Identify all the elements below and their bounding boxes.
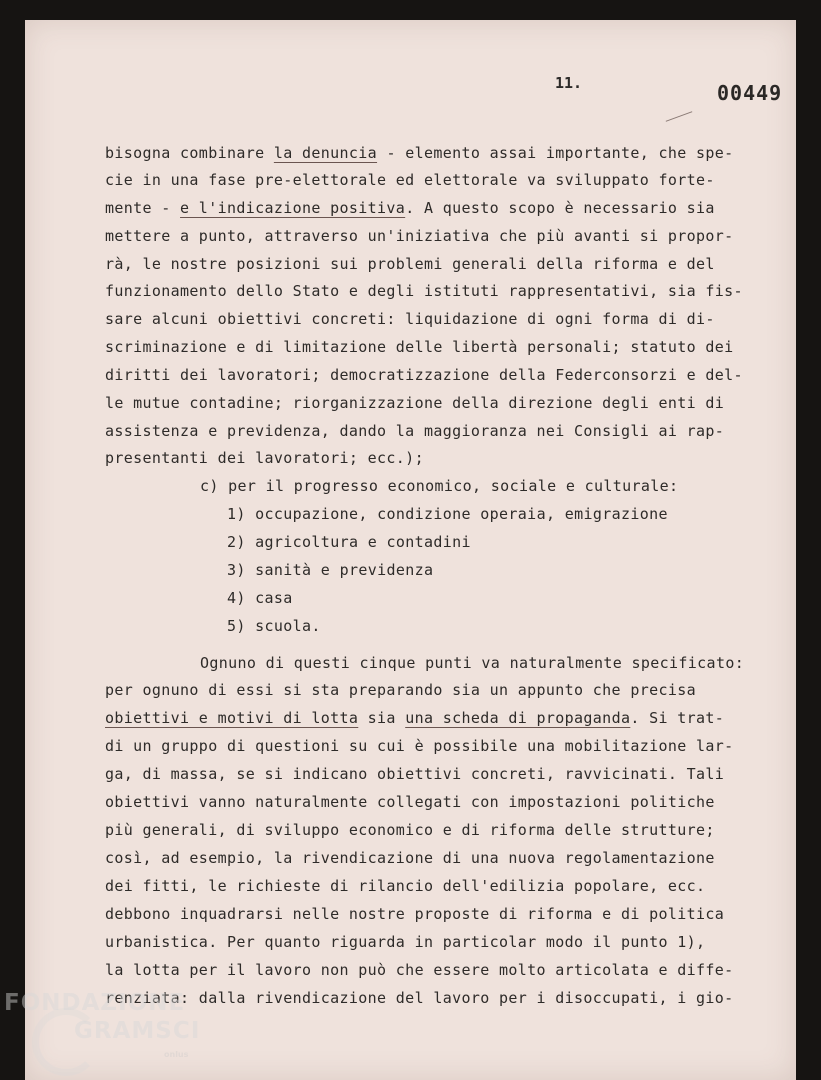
text-line: obiettivi vanno naturalmente collegati con impostazioni politiche [105, 793, 715, 811]
text-line: mettere a punto, attraverso un'iniziativa che più avanti si propor- [105, 227, 734, 245]
text-line: debbono inquadrarsi nelle nostre proposte di riforma e di politica [105, 905, 725, 923]
text-line: per ognuno di essi si sta preparando sia un appunto che precisa [105, 681, 696, 699]
list-item: 2) agricoltura e contadini [227, 533, 471, 551]
text-line: le mutue contadine; riorganizzazione della direzione degli enti di [105, 394, 725, 412]
text-line: scriminazione e di limitazione delle libertà personali; statuto dei [105, 338, 734, 356]
document-id-stamp: 00449 [717, 81, 783, 105]
text-line: sare alcuni obiettivi concreti: liquidazione di ogni forma di di- [105, 310, 715, 328]
text-line: cie in una fase pre-elettorale ed elettorale va sviluppato forte- [105, 171, 715, 189]
text-line: dei fitti, le richieste di rilancio dell'edilizia popolare, ecc. [105, 877, 706, 895]
list-heading: c) per il progresso economico, sociale e culturale: [200, 477, 679, 495]
text-line: mente - e l'indicazione positiva. A questo scopo è necessario sia [105, 199, 715, 217]
text-line: di un gruppo di questioni su cui è possibile una mobilitazione lar- [105, 737, 734, 755]
page-number: 11. [555, 74, 583, 92]
text-line: renziata: dalla rivendicazione del lavoro per i disoccupati, i gio- [105, 989, 734, 1007]
text-line: diritti dei lavoratori; democratizzazione della Federconsorzi e del- [105, 366, 743, 384]
list-item: 4) casa [227, 589, 293, 607]
text-line: più generali, di sviluppo economico e di riforma delle strutture; [105, 821, 715, 839]
text-line: funzionamento dello Stato e degli istituti rappresentativi, sia fis- [105, 282, 743, 300]
pen-mark [666, 111, 693, 122]
text-line: obiettivi e motivi di lotta sia una scheda di propaganda. Si trat- [105, 709, 725, 727]
text-line: rà, le nostre posizioni sui problemi generali della riforma e del [105, 255, 715, 273]
text-line: la lotta per il lavoro non può che essere molto articolata e diffe- [105, 961, 734, 979]
list-item: 1) occupazione, condizione operaia, emigrazione [227, 505, 668, 523]
text-line: urbanistica. Per quanto riguarda in particolar modo il punto 1), [105, 933, 706, 951]
text-line: così, ad esempio, la rivendicazione di una nuova regolamentazione [105, 849, 715, 867]
text-line: bisogna combinare la denuncia - elemento assai importante, che spe- [105, 144, 734, 162]
list-item: 3) sanità e previdenza [227, 561, 434, 579]
list-item: 5) scuola. [227, 617, 321, 635]
text-line: presentanti dei lavoratori; ecc.); [105, 449, 424, 467]
fondazione-gramsci-watermark: FONDAZIONE GRAMSCI onlus [4, 990, 204, 1070]
text-line: assistenza e previdenza, dando la maggioranza nei Consigli ai rap- [105, 422, 725, 440]
document-page [25, 20, 796, 1080]
text-line: Ognuno di questi cinque punti va naturalmente specificato: [200, 654, 745, 672]
text-line: ga, di massa, se si indicano obiettivi concreti, ravvicinati. Tali [105, 765, 725, 783]
